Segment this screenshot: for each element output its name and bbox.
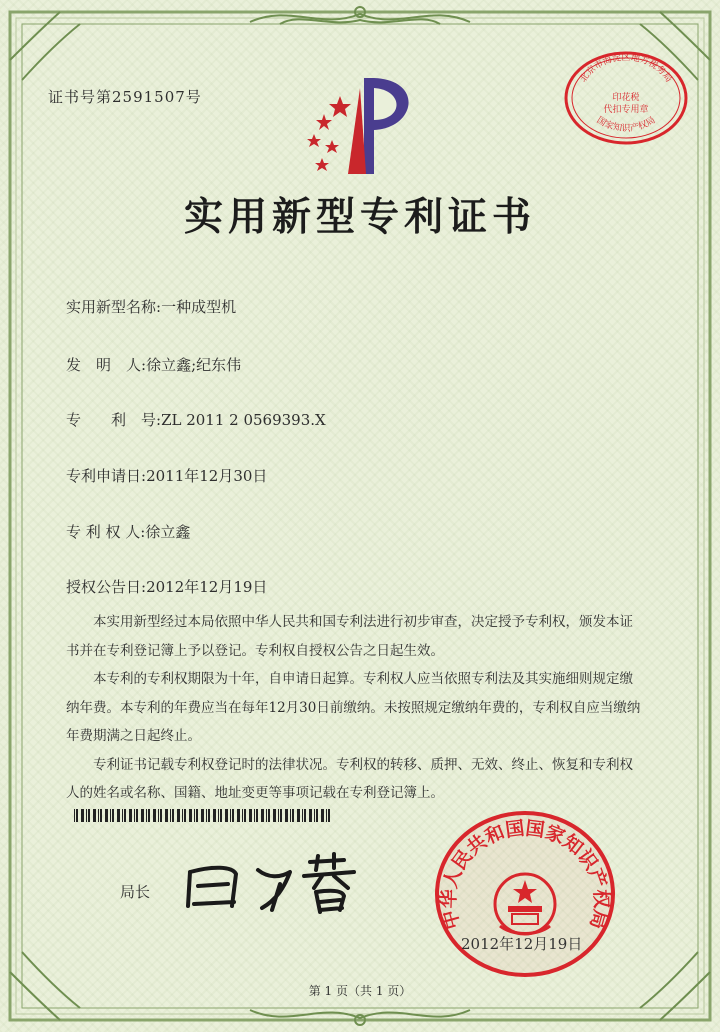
barcode-bar	[105, 809, 108, 822]
body-paragraph-3: 专利证书记载专利权登记时的法律状况。专利权的转移、质押、无效、终止、恢复和专利权人的姓名或名称、国籍、地址变更等事项记载在专利登记簿上。	[66, 756, 633, 801]
barcode-bar	[244, 809, 246, 822]
certificate-body	[66, 608, 642, 808]
barcode-bar	[297, 809, 300, 822]
utility-model-name-value: 一种成型机	[161, 298, 237, 316]
barcode-bar	[100, 809, 102, 822]
utility-model-name-label: 实用新型名称:	[66, 298, 162, 316]
barcode-bar	[153, 809, 156, 822]
barcode-bar	[230, 809, 231, 822]
barcode-bar	[172, 809, 174, 822]
barcode-bar	[326, 809, 327, 822]
barcode-bar	[285, 809, 288, 822]
barcode-bar	[278, 809, 279, 822]
barcode-bar	[268, 809, 270, 822]
barcode-bar	[218, 809, 219, 822]
director-signature	[172, 848, 372, 918]
barcode-bar	[225, 809, 228, 822]
barcode-bar	[122, 809, 123, 822]
barcode-bar	[146, 809, 147, 822]
patent-holder-value: 徐立鑫	[145, 523, 191, 541]
barcode-bar	[170, 809, 171, 822]
barcode-bar	[261, 809, 264, 822]
barcode-bar	[177, 809, 180, 822]
barcode-bar	[86, 809, 87, 822]
inventor-label: 发 明 人:	[66, 356, 147, 374]
patent-number-row	[66, 409, 326, 430]
inventor-value: 徐立鑫;纪东伟	[146, 356, 242, 374]
patent-number-value: ZL 2011 2 0569393.X	[161, 411, 326, 429]
sipo-logo-icon	[296, 70, 426, 180]
barcode-bar	[93, 809, 96, 822]
svg-text:国家知识产权局	[595, 115, 658, 134]
barcode-bar	[141, 809, 144, 822]
barcode-bar	[129, 809, 132, 822]
issue-date: 2012年12月19日	[461, 935, 583, 953]
tax-seal-center-line-1: 印花税	[612, 93, 640, 103]
certificate-number: 证书号第2591507号	[48, 88, 202, 106]
barcode-bar	[309, 809, 312, 822]
director-label: 局长	[120, 883, 151, 901]
filing-date-label: 专利申请日:	[66, 467, 147, 485]
barcode-bar	[136, 809, 138, 822]
patent-holder-row	[66, 521, 190, 542]
barcode-bar	[256, 809, 258, 822]
barcode-bar	[165, 809, 168, 822]
barcode-bar	[182, 809, 183, 822]
tax-seal	[560, 48, 692, 146]
barcode-bar	[76, 809, 78, 822]
barcode	[74, 809, 336, 822]
filing-date-value: 2011年12月30日	[146, 467, 268, 485]
barcode-bar	[117, 809, 120, 822]
barcode-bar	[290, 809, 291, 822]
body-paragraph-1: 本实用新型经过本局依照中华人民共和国专利法进行初步审查，决定授予专利权，颁发本证书并在专利登记簿上予以登记。专利权自授权公告之日起生效。	[66, 614, 633, 659]
barcode-bar	[242, 809, 243, 822]
barcode-bar	[273, 809, 276, 822]
barcode-bar	[189, 809, 192, 822]
barcode-bar	[304, 809, 306, 822]
barcode-bar	[249, 809, 252, 822]
utility-model-name-row	[66, 296, 236, 317]
barcode-bar	[266, 809, 267, 822]
body-paragraph-2: 本专利的专利权期限为十年，自申请日起算。专利权人应当依照专利法及其实施细则规定缴纳年费。本专利的年费应当在每年12月30日前缴纳。未按照规定缴纳年费的，专利权自应当缴纳年费期满之日起终止。	[66, 671, 641, 744]
barcode-bar	[184, 809, 186, 822]
barcode-bar	[88, 809, 90, 822]
barcode-bar	[232, 809, 234, 822]
barcode-bar	[302, 809, 303, 822]
barcode-bar	[112, 809, 114, 822]
filing-date-row	[66, 465, 267, 486]
barcode-bar	[213, 809, 216, 822]
grant-date-row	[66, 576, 267, 597]
svg-text:北京市海淀区地方税务局	[577, 51, 674, 84]
barcode-bar	[208, 809, 210, 822]
certificate-title: 实用新型专利证书	[183, 194, 536, 240]
barcode-bar	[196, 809, 198, 822]
barcode-bar	[292, 809, 294, 822]
barcode-bar	[194, 809, 195, 822]
barcode-bar	[201, 809, 204, 822]
barcode-bar	[220, 809, 222, 822]
grant-date-label: 授权公告日:	[66, 578, 147, 596]
barcode-bar	[254, 809, 255, 822]
barcode-bar	[206, 809, 207, 822]
patent-number-label: 专 利 号:	[66, 411, 162, 429]
barcode-bar	[237, 809, 240, 822]
tax-seal-ring-text: 北京市海淀区地方税务局	[578, 53, 674, 85]
grant-date-value: 2012年12月19日	[146, 578, 268, 596]
barcode-bar	[98, 809, 99, 822]
patent-holder-label: 专 利 权 人:	[66, 523, 146, 541]
barcode-bar	[314, 809, 315, 822]
barcode-bar	[148, 809, 150, 822]
barcode-bar	[158, 809, 159, 822]
page-number: 第 1 页（共 1 页）	[308, 984, 412, 998]
barcode-bar	[134, 809, 135, 822]
tax-seal-center-line-2: 代扣专用章	[603, 105, 649, 115]
barcode-bar	[321, 809, 324, 822]
official-seal-text: 中华人民共和国国家知识产权局	[437, 817, 613, 932]
barcode-bar	[160, 809, 162, 822]
barcode-bar	[280, 809, 282, 822]
barcode-bar	[328, 809, 330, 822]
barcode-bar	[74, 809, 75, 822]
barcode-bar	[81, 809, 84, 822]
tax-seal-bottom-text: 国家知识产权局	[594, 115, 658, 134]
barcode-bar	[110, 809, 111, 822]
barcode-bar	[124, 809, 126, 822]
barcode-bar	[316, 809, 318, 822]
inventor-row	[66, 354, 241, 375]
